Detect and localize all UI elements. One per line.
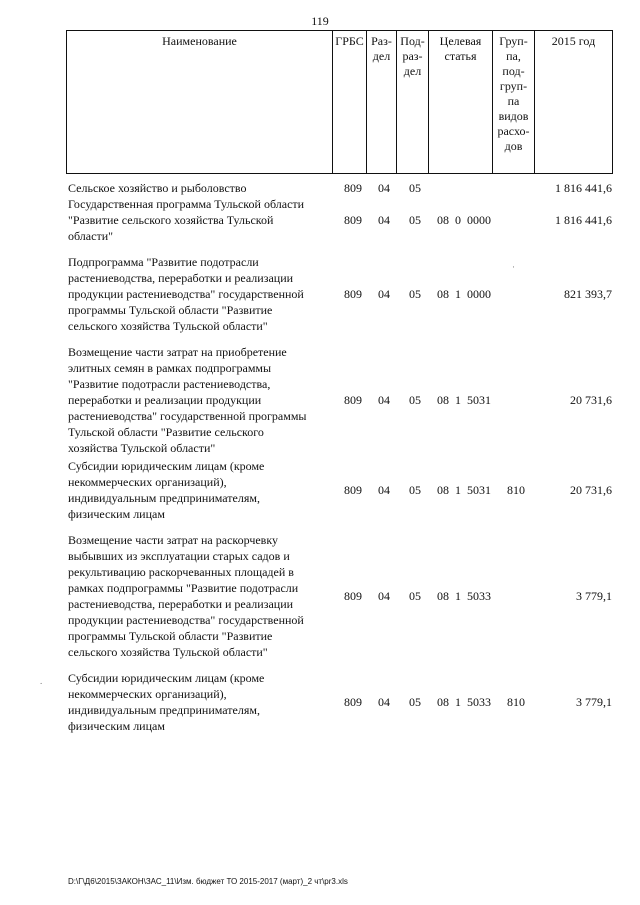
text-line: Тульской области "Развитие сельского	[68, 425, 264, 439]
row-razdel: 04	[378, 483, 390, 497]
text-line: груп-	[499, 79, 528, 93]
text-line: дов	[504, 139, 523, 153]
row-grbs: 809	[344, 695, 362, 709]
text-line: Наименование	[162, 34, 237, 48]
row-amount: 821 393,7	[564, 287, 612, 301]
text-line: физическим лицам	[68, 507, 165, 521]
header-row	[67, 31, 613, 174]
row-name	[68, 670, 330, 734]
row-amount: 20 731,6	[570, 393, 612, 407]
row-podrazdel: 05	[409, 589, 421, 603]
header-expense-type-group	[493, 31, 535, 174]
header-target-article	[429, 31, 493, 174]
row-name	[68, 180, 330, 196]
row-grbs: 809	[344, 589, 362, 603]
budget-table-header	[66, 30, 613, 174]
row-podrazdel: 05	[409, 393, 421, 407]
row-podrazdel: 05	[409, 181, 421, 195]
row-name	[68, 458, 330, 522]
header-grbs	[333, 31, 367, 174]
row-grbs: 809	[344, 181, 362, 195]
row-grbs: 809	[344, 287, 362, 301]
row-razdel: 04	[378, 181, 390, 195]
text-line: под-	[502, 64, 525, 78]
row-target-article: 08 1 0000	[437, 287, 491, 301]
text-line: индивидуальным предпринимателям,	[68, 703, 260, 717]
row-name	[68, 532, 330, 660]
header-razdel	[367, 31, 397, 174]
row-grbs: 809	[344, 483, 362, 497]
row-podrazdel: 05	[409, 287, 421, 301]
text-line: области"	[68, 229, 114, 243]
text-line: индивидуальным предпринимателям,	[68, 491, 260, 505]
text-line: "Развитие сельского хозяйства Тульской	[68, 213, 274, 227]
text-line: некоммерческих организаций),	[68, 475, 227, 489]
text-line: расхо-	[497, 124, 530, 138]
text-line: хозяйства Тульской области"	[68, 441, 216, 455]
text-line: Государственная программа Тульской области	[68, 197, 305, 211]
row-expense-type: 810	[507, 483, 525, 497]
text-line: Подпрограмма "Развитие подотрасли	[68, 255, 259, 269]
text-line: ГРБС	[335, 34, 364, 48]
text-line: сельского хозяйства Тульской области"	[68, 645, 268, 659]
scan-speck: .	[40, 676, 43, 686]
header-name	[67, 31, 333, 174]
text-line: элитных семян в рамках подпрограммы	[68, 361, 272, 375]
row-amount: 3 779,1	[576, 589, 612, 603]
text-line: Возмещение части затрат на раскорчевку	[68, 533, 278, 547]
text-line: программы Тульской области "Развитие	[68, 629, 273, 643]
scan-speck: ·	[512, 262, 515, 272]
text-line: па	[507, 94, 520, 108]
text-line: Под-	[400, 34, 425, 48]
text-line: растениеводства" государственной программы	[68, 409, 307, 423]
text-line: рекультивацию раскорчеванных площадей в	[68, 565, 294, 579]
row-razdel: 04	[378, 695, 390, 709]
footer-file-path: D:\Г\Д6\2015\ЗАКОН\ЗАС_11\Изм. бюджет ТО 2015-2017 (март)_2 чт\pr3.xls	[68, 877, 348, 886]
text-line: Возмещение части затрат на приобретение	[68, 345, 287, 359]
text-line: переработки и реализации продукции	[68, 393, 262, 407]
row-name	[68, 196, 330, 244]
text-line: продукции растениеводства" государственной	[68, 613, 304, 627]
row-expense-type: 810	[507, 695, 525, 709]
header-year-2015	[535, 31, 613, 174]
text-line: рамках подпрограммы "Развитие подотрасли	[68, 581, 299, 595]
row-podrazdel: 05	[409, 213, 421, 227]
row-name	[68, 344, 330, 456]
text-line: видов	[498, 109, 529, 123]
text-line: па,	[506, 49, 521, 63]
page-number: 119	[311, 14, 329, 28]
row-podrazdel: 05	[409, 695, 421, 709]
row-amount: 3 779,1	[576, 695, 612, 709]
text-line: 2015 год	[551, 34, 596, 48]
text-line: раз-	[402, 49, 423, 63]
row-razdel: 04	[378, 589, 390, 603]
text-line: выбывших из эксплуатации старых садов и	[68, 549, 290, 563]
row-razdel: 04	[378, 393, 390, 407]
text-line: Сельское хозяйство и рыболовство	[68, 181, 247, 195]
text-line: продукции растениеводства" государственной	[68, 287, 304, 301]
text-line: дел	[372, 49, 391, 63]
text-line: дел	[403, 64, 422, 78]
text-line: Целевая	[439, 34, 482, 48]
row-name	[68, 254, 330, 334]
text-line: Раз-	[371, 34, 392, 48]
row-target-article: 08 1 5031	[437, 393, 491, 407]
text-line: сельского хозяйства Тульской области"	[68, 319, 268, 333]
row-target-article: 08 1 5031	[437, 483, 491, 497]
row-target-article: 08 1 5033	[437, 695, 491, 709]
row-amount: 1 816 441,6	[555, 181, 612, 195]
text-line: статья	[444, 49, 477, 63]
text-line: Груп-	[499, 34, 528, 48]
row-razdel: 04	[378, 213, 390, 227]
text-line: Субсидии юридическим лицам (кроме	[68, 671, 265, 685]
text-line: физическим лицам	[68, 719, 165, 733]
text-line: некоммерческих организаций),	[68, 687, 227, 701]
text-line: растениеводства, переработки и реализации	[68, 597, 294, 611]
row-target-article: 08 0 0000	[437, 213, 491, 227]
row-grbs: 809	[344, 393, 362, 407]
row-podrazdel: 05	[409, 483, 421, 497]
text-line: растениеводства, переработки и реализации	[68, 271, 294, 285]
row-amount: 1 816 441,6	[555, 213, 612, 227]
row-grbs: 809	[344, 213, 362, 227]
row-amount: 20 731,6	[570, 483, 612, 497]
text-line: Субсидии юридическим лицам (кроме	[68, 459, 265, 473]
row-razdel: 04	[378, 287, 390, 301]
text-line: "Развитие подотрасли растениеводства,	[68, 377, 271, 391]
header-podrazdel	[397, 31, 429, 174]
text-line: программы Тульской области "Развитие	[68, 303, 273, 317]
row-target-article: 08 1 5033	[437, 589, 491, 603]
